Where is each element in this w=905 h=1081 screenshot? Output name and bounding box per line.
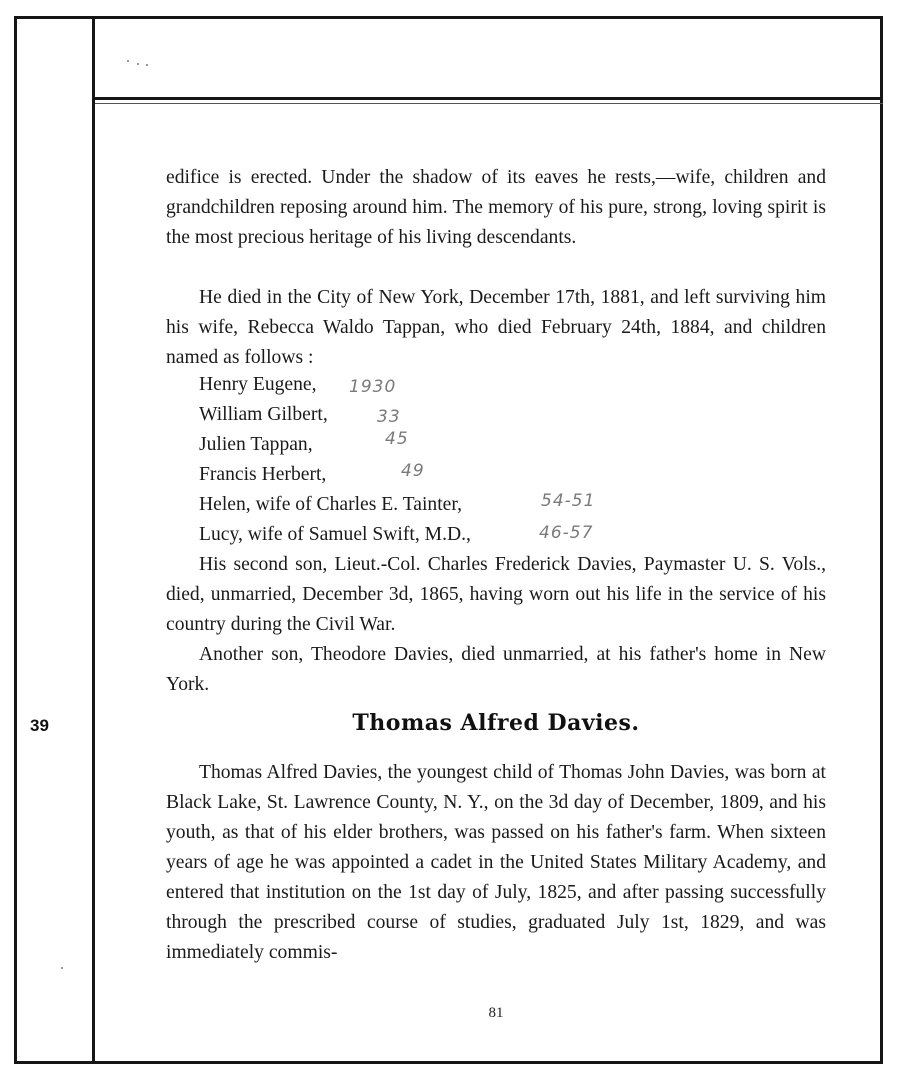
handwritten-note: 45 [385, 429, 409, 449]
handwritten-note: 49 [401, 461, 425, 481]
paragraph-text: Another son, Theodore Davies, died unmarried, at his father's home in New York. [166, 644, 826, 695]
paper-speck [146, 64, 148, 66]
paragraph-text: edifice is erected. Under the shadow of its eaves he rests,—wife, children and grandchildren reposing around him. The memory of his pure, strong, loving spirit is the most precious heritage of his living descendants. [166, 167, 826, 248]
page-number: 81 [488, 1005, 504, 1021]
header-rule [92, 97, 883, 100]
header-rule-thin [95, 103, 883, 104]
child-name: Francis Herbert, [199, 464, 327, 485]
margin-column-divider [92, 16, 95, 1064]
paragraph-text: His second son, Lieut.-Col. Charles Frederick Davies, Paymaster U. S. Vols., died, unmarried, December 3d, 1865, having worn out his life in the service of his country during the Civil War. [166, 554, 826, 635]
list-item [199, 460, 799, 490]
paragraph-text: Thomas Alfred Davies, the youngest child of Thomas John Davies, was born at Black Lake, St. Lawrence County, N. Y., on the 3d day of December, 1809, and his youth, as that of his elder brothers, was passed on his father's farm. When sixteen years of age he was appointed a cadet in the United States Military Academy, and entered that institution on the 1st day of July, 1825, and after passing successfully through the prescribed course of studies, graduated July 1st, 1829, and was immediately commis- [166, 762, 826, 963]
paragraph-another-son [166, 640, 826, 700]
section-heading: Thomas Alfred Davies. [352, 710, 640, 736]
paragraph-text: He died in the City of New York, December 17th, 1881, and left surviving him his wife, Rebecca Waldo Tappan, who died February 24th, 1884, and children named as follows : [166, 287, 826, 368]
paragraph-second-son [166, 550, 826, 640]
list-item [199, 400, 799, 430]
paragraph-edifice [166, 163, 826, 283]
child-name: Henry Eugene, [199, 374, 317, 395]
list-item [199, 490, 799, 520]
margin-reference-number: 39 [30, 716, 49, 735]
child-name: William Gilbert, [199, 404, 328, 425]
child-name: Julien Tappan, [199, 434, 313, 455]
child-name: Lucy, wife of Samuel Swift, M.D., [199, 524, 471, 545]
paper-speck [61, 967, 63, 969]
handwritten-note: 54-51 [541, 491, 596, 511]
child-name: Helen, wife of Charles E. Tainter, [199, 494, 462, 515]
list-item [199, 430, 799, 460]
paragraph-thomas [166, 758, 826, 968]
paper-speck [127, 60, 129, 62]
paper-speck [137, 63, 139, 65]
children-list [199, 370, 799, 550]
list-item [199, 370, 799, 400]
handwritten-note: 46-57 [539, 523, 594, 543]
list-item [199, 520, 799, 550]
paragraph-death [166, 283, 826, 373]
handwritten-note: 1930 [349, 377, 397, 397]
handwritten-note: 33 [377, 407, 401, 427]
